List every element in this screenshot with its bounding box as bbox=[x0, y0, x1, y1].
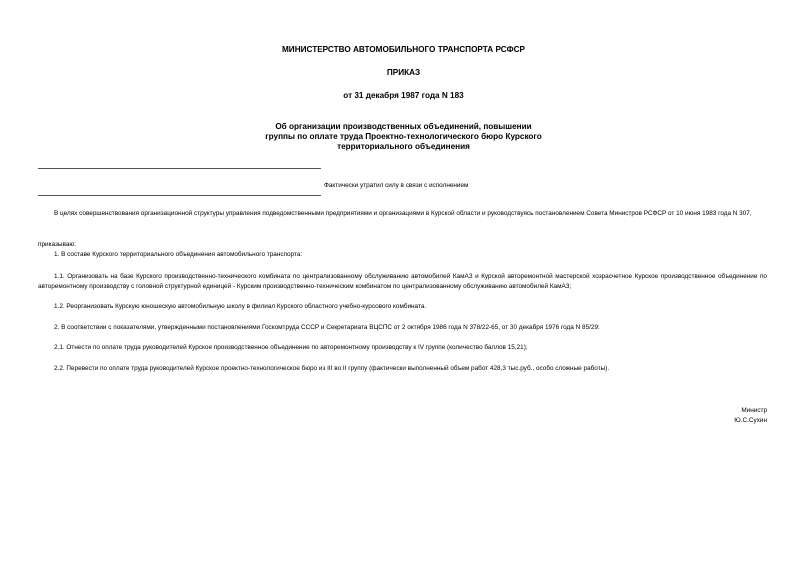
ministry-heading: МИНИСТЕРСТВО АВТОМОБИЛЬНОГО ТРАНСПОРТА РСФСР bbox=[281, 45, 525, 54]
title-line-1: Об организации производственных объединений, повышении bbox=[275, 122, 532, 131]
status-note: Фактически утратил силу в связи с исполнением bbox=[324, 182, 469, 189]
title-line-3: территориального объединения bbox=[337, 142, 470, 151]
signature-name: Ю.С.Сухин bbox=[734, 417, 767, 424]
doc-type-heading: ПРИКАЗ bbox=[386, 68, 421, 77]
paragraph-1: 1. В составе Курского территориального объединения автомобильного транспорта: bbox=[54, 251, 303, 258]
order-word: приказываю: bbox=[38, 241, 76, 248]
divider-bottom bbox=[38, 195, 321, 196]
divider-top bbox=[38, 168, 321, 169]
paragraph-1-2: 1.2. Реорганизовать Курскую юношескую автомобильную школу в филиал Курского областного учебно-курсового комбината. bbox=[54, 303, 427, 310]
paragraph-2: 2. В соответствии с показателями, утвержденными постановлениями Госкомтруда СССР и Секретариата ВЦСПС от 2 октября 1986 года N 378/22-65, от 30 декабря 1976 года N 85/29: bbox=[54, 324, 600, 331]
paragraph-1-1: 1.1. Организовать на базе Курского производственно-технического комбината по централизованному обслуживанию автомобилей КамАЗ и Курской авторемонтной мастерской хозрасчетное Курское производственное объединение по авторемонтному производству с головной структурной единицей - Курским производственно-техническим комбинатом по централизованному обслуживанию автомобилей КамАЗ; bbox=[38, 273, 767, 290]
paragraph-2-2: 2.2. Перевести по оплате труда руководителей Курское проектно-технологическое бюро из III во II группу (фактически выполненный объем работ 428,3 тыс.руб., особо сложные работы). bbox=[54, 365, 610, 372]
signature-position: Министр bbox=[741, 407, 767, 414]
paragraph-2-1: 2.1. Отнести по оплате труда руководителей Курское производственное объединение по авторемонтному производству к IV группе (количество баллов 15,21); bbox=[54, 344, 528, 351]
title-line-2: группы по оплате труда Проектно-технологического бюро Курского bbox=[265, 132, 542, 141]
preamble-paragraph: В целях совершенствования организационной структуры управления подведомственными предприятиями и организациями в Курской области и руководствуясь постановлением Совета Министров РСФСР от 10 июня 1983 года N 307, bbox=[54, 210, 752, 217]
date-number-heading: от 31 декабря 1987 года N 183 bbox=[343, 91, 464, 100]
